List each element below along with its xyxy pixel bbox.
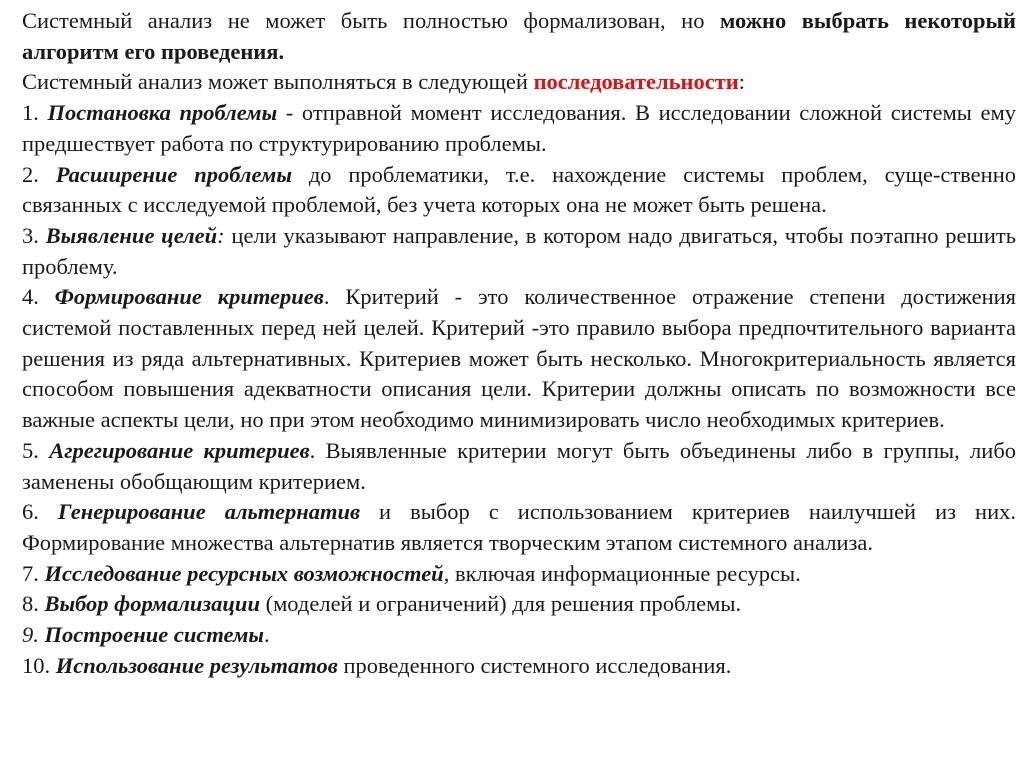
- step-number: 6.: [22, 499, 58, 525]
- step-text: - отправной момент исследования. В исследовании сложной системы ему предшествует работа по структурированию проблемы.: [22, 100, 1016, 156]
- step-4: [22, 282, 1016, 436]
- step-term: Генерирование альтернатив: [57, 499, 361, 525]
- step-text: .: [264, 622, 270, 648]
- intro-text: Системный анализ не может быть полностью формализован, но: [22, 8, 720, 33]
- intro-paragraph-1: [22, 6, 1016, 67]
- step-text: (моделей и ограничений) для решения проблемы.: [259, 591, 742, 617]
- step-5: [22, 436, 1016, 497]
- step-1: [22, 98, 1016, 159]
- step-term-end: .: [323, 284, 330, 310]
- step-number: 2.: [22, 161, 56, 187]
- step-number: 5.: [22, 437, 50, 463]
- step-number: 9.: [22, 622, 45, 648]
- step-term: Использование результатов: [55, 652, 338, 678]
- intro-bold-text: можно выбрать некоторый алгоритм его проведения.: [22, 8, 1016, 64]
- step-text: цели указывают направление, в котором надо двигаться, чтобы поэтапно решить проблему.: [22, 222, 1016, 279]
- step-term: Построение системы: [44, 622, 264, 648]
- step-9: [22, 620, 1016, 651]
- step-text: Критерий - это количественное отражение степени достижения системой поставленных перед ней целей. Критерий -это правило выбора предпочтительного варианта решения из ряда альтернативных. Критериев может быть несколько. Многокритериальность является способом повышения адекватности описания цели. Критерии должны описать по возможности все важные аспекты цели, но при этом необходимо минимизировать число необходимых критериев.: [22, 284, 1017, 433]
- step-term: Формирование критериев: [54, 284, 324, 310]
- step-number: 10.: [22, 652, 56, 678]
- step-3: [22, 221, 1016, 282]
- step-6: [22, 497, 1016, 558]
- document-body: [22, 6, 1016, 681]
- step-term-end: :: [217, 222, 225, 248]
- intro-text: Системный анализ может выполняться в следующей: [22, 69, 534, 95]
- highlight-red-text: последовательности: [533, 69, 739, 95]
- step-text: до проблематики, т.е. нахождение системы проблем, суще-ственно связанных с исследуемой проблемой, без учета которых она не может быть решена.: [22, 161, 1016, 218]
- step-term: Агрегирование критериев: [49, 437, 310, 463]
- step-number: 8.: [22, 591, 45, 617]
- step-2: [22, 160, 1016, 221]
- step-number: 4.: [22, 284, 55, 310]
- step-term: Выбор формализации: [44, 591, 260, 617]
- step-term: Расширение проблемы: [55, 161, 292, 187]
- step-8: [22, 589, 1016, 620]
- step-number: 3.: [22, 222, 46, 248]
- step-term-end: .: [309, 437, 316, 463]
- step-number: 7.: [22, 560, 45, 586]
- step-7: [22, 559, 1016, 590]
- step-term: Постановка проблемы: [47, 100, 278, 126]
- step-number: 1.: [22, 100, 48, 126]
- step-term: Выявление целей: [45, 222, 218, 248]
- step-text: , включая информационные ресурсы.: [443, 560, 801, 586]
- step-text: Выявленные критерии могут быть объединены либо в группы, либо заменены обобщающим критерием.: [22, 437, 1017, 494]
- step-text: проведенного системного исследования.: [337, 652, 732, 678]
- intro-paragraph-2: [22, 67, 1016, 98]
- step-10: [22, 651, 1016, 682]
- step-term: Исследование ресурсных возможностей: [44, 560, 444, 586]
- intro-colon: :: [738, 69, 746, 95]
- step-text: и выбор с использованием критериев наилучшей из них. Формирование множества альтернатив является творческим этапом системного анализа.: [22, 499, 1017, 555]
